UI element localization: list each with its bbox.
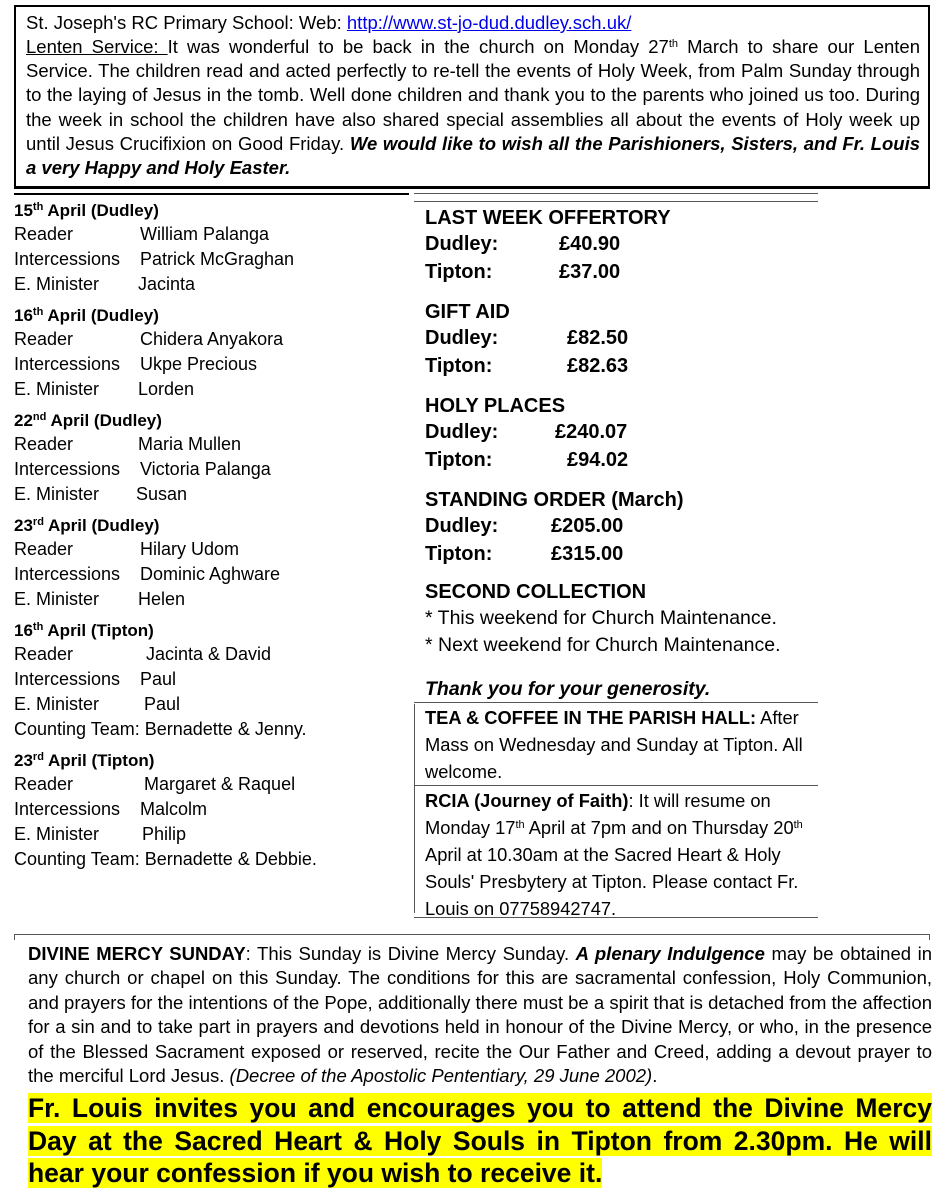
- rule: [414, 201, 818, 202]
- amount: £94.02: [567, 448, 629, 471]
- rota-row: [14, 642, 409, 667]
- rota-top-rule: [14, 193, 409, 195]
- rota-role: Reader: [14, 329, 74, 349]
- tea-coffee-notice: [414, 704, 818, 788]
- rota-date-part: 15: [14, 201, 33, 220]
- rota-date-part: 16: [14, 621, 33, 640]
- rcia-title: RCIA (Journey of Faith): [425, 790, 629, 811]
- rota-role: Intercessions: [14, 669, 121, 689]
- rota-role: E. Minister: [14, 379, 100, 399]
- rcia-text: April at 7pm and on Thursday 20: [524, 817, 794, 838]
- rule: [414, 193, 818, 194]
- gift-aid-dudley: [425, 325, 817, 353]
- rota-role: Reader: [14, 224, 74, 244]
- rota-date-part: 16: [14, 306, 33, 325]
- rota-block: [14, 750, 409, 872]
- rota-date-part: 23: [14, 751, 33, 770]
- rota-person: Malcolm: [140, 799, 208, 819]
- rota-date-part: th: [32, 306, 44, 318]
- plenary-indulgence: A plenary Indulgence: [575, 943, 765, 964]
- rota-role: Intercessions: [14, 564, 121, 584]
- rota-role: E. Minister: [14, 484, 100, 504]
- place-label: Tipton:: [425, 542, 493, 565]
- rota-row: [14, 247, 409, 272]
- rcia-text: : It will resume on Monday 17: [425, 790, 771, 838]
- rota-date-heading: [14, 200, 409, 222]
- rota-date-part: April (Tipton): [43, 621, 154, 640]
- place-label: Tipton:: [425, 354, 493, 377]
- holy-places-title: HOLY PLACES: [425, 395, 566, 417]
- second-collection-line-1: * This weekend for Church Maintenance.: [425, 607, 777, 629]
- rota-row: [14, 377, 409, 402]
- rule: [414, 785, 818, 786]
- finance-and-notices: [414, 193, 819, 919]
- rota-person: Helen: [138, 589, 186, 609]
- rota-role: Reader: [14, 434, 74, 454]
- rota-role: E. Minister: [14, 694, 100, 714]
- lenten-sup: th: [668, 38, 679, 50]
- rota-role: Intercessions: [14, 459, 121, 479]
- holy-places-dudley: [425, 419, 817, 447]
- rota-person: Paul: [144, 694, 181, 714]
- rota-date-part: th: [32, 621, 44, 633]
- second-collection-title: SECOND COLLECTION: [425, 581, 647, 603]
- rota-row: [14, 352, 409, 377]
- tea-coffee-text: After Mass on Wednesday and Sunday at Tipton. All welcome.: [425, 707, 803, 782]
- rota-role: Intercessions: [14, 799, 121, 819]
- place-label: Tipton:: [425, 448, 493, 471]
- standing-order-title: STANDING ORDER (March): [425, 489, 684, 511]
- place-label: Dudley:: [425, 233, 499, 255]
- rota-person: Lorden: [138, 379, 195, 399]
- rota-row: [14, 772, 409, 797]
- divine-mercy-text: : This Sunday is Divine Mercy Sunday.: [245, 943, 576, 964]
- rota-row: [14, 537, 409, 562]
- rota-role: Intercessions: [14, 249, 121, 269]
- rule: [414, 702, 818, 703]
- rota-row: [14, 667, 409, 692]
- rota-row: [14, 482, 409, 507]
- rota-date-part: rd: [32, 751, 44, 763]
- rota-person: Victoria Palanga: [140, 459, 271, 479]
- rota-row: [14, 457, 409, 482]
- rota-block: [14, 200, 409, 297]
- rcia-sup: th: [515, 819, 525, 831]
- divine-mercy-text: may be obtained in any church or chapel on this Sunday. The conditions for this are sacramental confession, Holy Communion, and prayers for the intentions of the Pope, additionally there must be a spirit that is detached from the affection for a sin and to take part in prayers and devotions held in honour of the Divine Mercy, or who, in the presence of the Blessed Sacrament exposed or reserved, recite the Our Father and Creed, adding a devout prayer to the merciful Lord Jesus.: [28, 943, 932, 1087]
- invite-highlight: Fr. Louis invites you and encourages you to attend the Divine Mercy Day at the Sacred Heart & Holy Souls in Tipton from 2.30pm. He will hear your confession if you wish to receive it.: [28, 1093, 932, 1188]
- rota-block: [14, 305, 409, 402]
- rota-role: Reader: [14, 539, 74, 559]
- rota-row: [14, 222, 409, 247]
- rota-row: [14, 797, 409, 822]
- rota-date-part: 22: [14, 411, 33, 430]
- thanks-line: Thank you for your generosity.: [425, 678, 711, 700]
- offertory-section: [425, 205, 817, 286]
- rota-person: Chidera Anyakora: [140, 329, 284, 349]
- rota-person: Ukpe Precious: [140, 354, 258, 374]
- tea-coffee-title: TEA & COFFEE IN THE PARISH HALL:: [425, 707, 757, 728]
- rota-person: Hilary Udom: [140, 539, 240, 559]
- amount: £37.00: [559, 260, 621, 283]
- rota-person: William Palanga: [140, 224, 270, 244]
- school-website-link[interactable]: http://www.st-jo-dud.dudley.sch.uk/: [346, 12, 632, 33]
- gift-aid-section: [425, 299, 817, 380]
- rota-role: E. Minister: [14, 274, 100, 294]
- lenten-service-paragraph: [26, 35, 920, 180]
- rota-row: [14, 692, 409, 717]
- offertory-title: LAST WEEK OFFERTORY: [425, 207, 671, 229]
- gift-aid-tipton: [425, 353, 817, 381]
- amount: £82.50: [567, 327, 629, 349]
- divine-mercy-title: DIVINE MERCY SUNDAY: [28, 943, 246, 964]
- rota-date-heading: [14, 620, 409, 642]
- rota-date-heading: [14, 515, 409, 537]
- rota-row: [14, 587, 409, 612]
- counting-team: Counting Team: Bernadette & Jenny.: [14, 719, 307, 739]
- amount: £315.00: [551, 542, 624, 565]
- rota-person: Paul: [140, 669, 177, 689]
- bottom-section-rule: [14, 934, 930, 940]
- rota-role: Reader: [14, 774, 74, 794]
- rota-role: E. Minister: [14, 589, 100, 609]
- rota-date-part: April (Dudley): [46, 411, 162, 430]
- amount: £205.00: [551, 515, 624, 537]
- counting-team: Counting Team: Bernadette & Debbie.: [14, 849, 317, 869]
- rota-date-part: th: [32, 201, 44, 213]
- place-label: Tipton:: [425, 260, 493, 283]
- rota-role: Intercessions: [14, 354, 121, 374]
- rota-row: [14, 327, 409, 352]
- divine-mercy-end: .: [652, 1065, 658, 1087]
- rota-row: [14, 432, 409, 457]
- holy-places-section: [425, 393, 817, 474]
- place-label: Dudley:: [425, 421, 499, 443]
- second-collection-section: [425, 579, 817, 659]
- rota-date-part: April (Dudley): [43, 306, 159, 325]
- gift-aid-title: GIFT AID: [425, 301, 510, 323]
- rule: [414, 917, 818, 918]
- rota-block: [14, 410, 409, 507]
- rcia-notice: [414, 787, 818, 919]
- rota-person: Susan: [136, 484, 188, 504]
- lenten-service-label: Lenten Service:: [26, 36, 168, 57]
- rota-row: [14, 562, 409, 587]
- rota-row: [14, 822, 409, 847]
- place-label: Dudley:: [425, 327, 499, 349]
- offertory-tipton: [425, 259, 817, 287]
- rota-date-heading: [14, 410, 409, 432]
- rota-date-part: 23: [14, 516, 33, 535]
- rota-person: Maria Mullen: [138, 434, 242, 454]
- rota-block: [14, 620, 409, 742]
- rota-date-heading: [14, 750, 409, 772]
- rota-date-part: April (Dudley): [43, 201, 159, 220]
- rota-date-part: nd: [32, 411, 47, 423]
- school-web-line: [26, 11, 920, 35]
- rota-person: Jacinta: [138, 274, 196, 294]
- school-name: St. Joseph's RC Primary School: Web:: [26, 12, 347, 33]
- rota-person: Philip: [142, 824, 187, 844]
- rota-row: [14, 272, 409, 297]
- standing-order-dudley: [425, 513, 817, 541]
- rota-date-heading: [14, 305, 409, 327]
- rota-block: [14, 515, 409, 612]
- standing-order-tipton: [425, 541, 817, 569]
- standing-order-section: [425, 487, 817, 568]
- lenten-text-1: It was wonderful to be back in the church on Monday 27: [167, 36, 669, 57]
- decree-reference: (Decree of the Apostolic Pententiary, 29 June 2002): [229, 1065, 653, 1087]
- divine-mercy-invite: [28, 1092, 932, 1190]
- rota-role: E. Minister: [14, 824, 100, 844]
- amount: £82.63: [567, 354, 629, 377]
- school-notice-box: [14, 5, 930, 189]
- rcia-text: April at 10.30am at the Sacred Heart & Holy Souls' Presbytery at Tipton. Please contact Fr. Louis on 07758942747.: [425, 844, 799, 919]
- second-collection-line-2: * Next weekend for Church Maintenance.: [425, 634, 781, 656]
- amount: £40.90: [559, 233, 621, 255]
- rota-date-part: April (Tipton): [43, 751, 155, 770]
- easter-wish: We would like to wish all the Parishioners, Sisters, and Fr. Louis a very Happy and Holy Easter.: [26, 132, 920, 179]
- ministry-rota: [14, 200, 409, 880]
- offertory-dudley: [425, 231, 817, 259]
- rota-person: Margaret & Raquel: [144, 774, 296, 794]
- rota-date-part: April (Dudley): [43, 516, 160, 535]
- holy-places-tipton: [425, 447, 817, 475]
- divine-mercy-paragraph: [28, 942, 932, 1088]
- rota-person: Dominic Aghware: [140, 564, 281, 584]
- lenten-text-2: March to share our Lenten Service. The children read and acted perfectly to re-tell the events of Holy Week, from Palm Sunday through to the laying of Jesus in the tomb. Well done children and thank you to the parents who joined us too. During the week in school the children have also shared special assemblies all about the events of Holy week up until Jesus Crucifixion on Good Friday.: [26, 36, 920, 154]
- place-label: Dudley:: [425, 515, 499, 537]
- rota-role: Reader: [14, 644, 74, 664]
- amount: £240.07: [555, 421, 628, 443]
- rota-person: Patrick McGraghan: [140, 249, 295, 269]
- rota-person: Jacinta & David: [146, 644, 272, 664]
- rota-date-part: rd: [32, 516, 44, 528]
- rcia-sup: th: [793, 819, 803, 831]
